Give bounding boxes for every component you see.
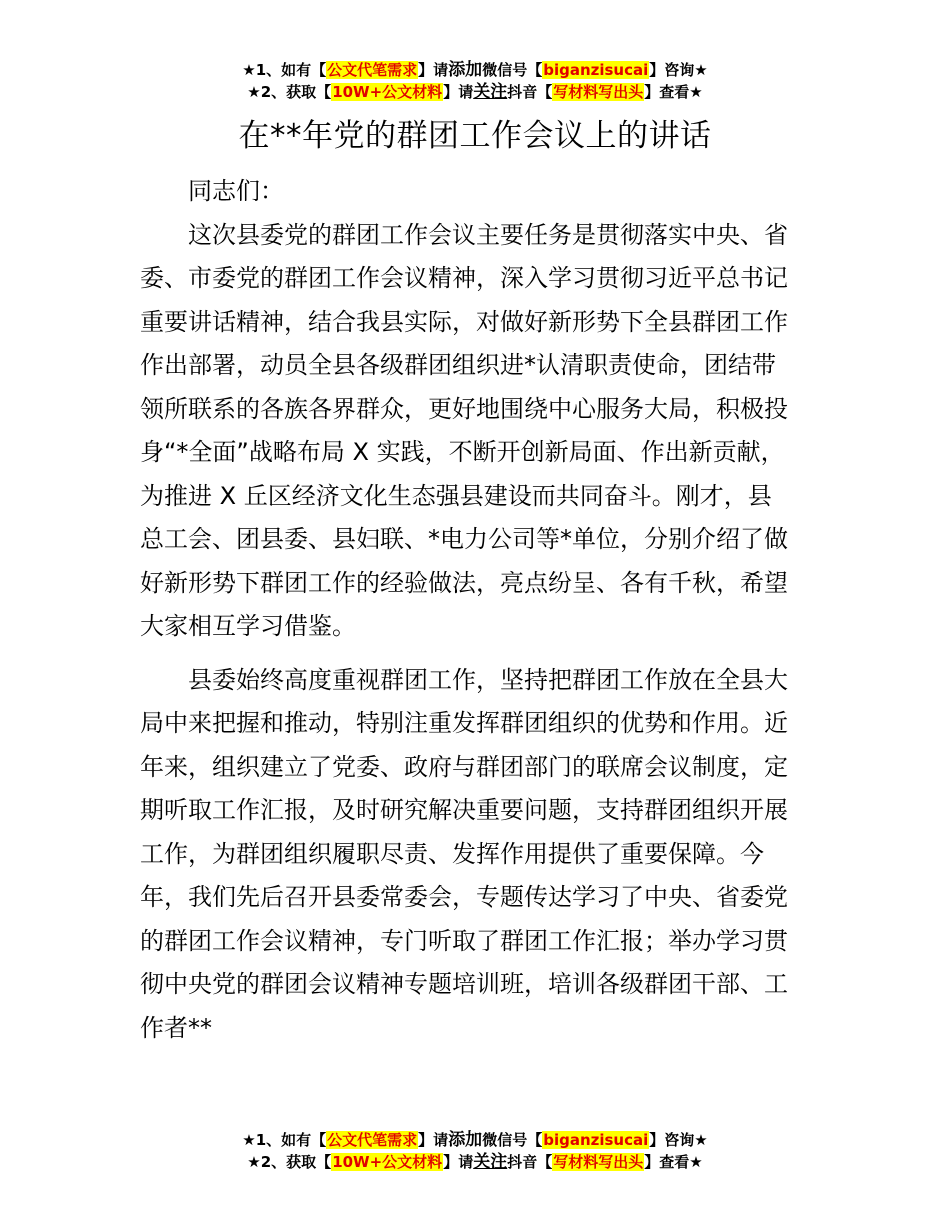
paragraph-spacer: [140, 649, 812, 659]
paragraph-line: 工作，为群团组织履职尽责、发挥作用提供了重要保障。今: [140, 839, 764, 868]
promo-text: 】查看★: [644, 83, 703, 101]
paragraph-line: 期听取工作汇报，及时研究解决重要问题，支持群团组织开展: [140, 796, 788, 824]
promo-emphasis: 添加: [448, 60, 483, 80]
promo-highlight: 写材料写出头: [553, 1153, 644, 1171]
promo-text: 微信号【: [482, 61, 543, 79]
promo-text: 】请: [443, 83, 474, 101]
promo-text: 】请: [443, 1153, 474, 1171]
paragraph-line: 作出部署，动员全县各级群团组织进*认清职责使命，团结带: [140, 351, 776, 379]
document-title: 在**年党的群团工作会议上的讲话: [238, 118, 712, 154]
promo-text: 】请: [418, 1131, 449, 1149]
paragraph-line: 县委始终高度重视群团工作，坚持把群团工作放在全县大: [188, 665, 788, 694]
paragraph-1: [140, 214, 812, 649]
promo-text: ★2、获取【: [247, 1153, 332, 1171]
paragraph-line: 总工会、团县委、县妇联、*电力公司等*单位，分别介绍了做: [140, 525, 788, 553]
paragraph-line: 年来，组织建立了党委、政府与群团部门的联席会议制度，定: [140, 752, 788, 781]
paragraph-line: 彻中央党的群团会议精神专题培训班，培训各级群团干部、工: [140, 970, 788, 998]
promo-text: 】咨询★: [649, 1131, 708, 1149]
promo-highlight: biganzisucai: [543, 61, 649, 79]
paragraph-line: 这次县委党的群团工作会议主要任务是贯彻落实中央、省: [188, 220, 788, 249]
promo-text: 抖音【: [507, 1153, 553, 1171]
paragraph-line: 身“*全面”战略布局 X 实践，不断开创新局面、作出新贡献，: [140, 438, 785, 466]
promo-emphasis: 添加: [448, 1130, 483, 1150]
promo-line-2: [0, 1151, 950, 1173]
document-body: [140, 170, 812, 1050]
paragraph-line: 大家相互学习借鉴。: [140, 612, 356, 640]
promo-text: 】咨询★: [649, 61, 708, 79]
promo-highlight: 10W+公文材料: [332, 1153, 443, 1171]
promo-emphasis: 关注: [473, 82, 508, 102]
promo-text: 】请: [418, 61, 449, 79]
promo-emphasis: 关注: [473, 1152, 508, 1172]
paragraph-line: 局中来把握和推动，特别注重发挥群团组织的优势和作用。近: [140, 709, 788, 737]
promo-line-2: [0, 81, 950, 103]
promo-text: 微信号【: [482, 1131, 543, 1149]
paragraph-line: 领所联系的各族各界群众，更好地围绕中心服务大局，积极投: [140, 394, 788, 423]
paragraph-line: 重要讲话精神，结合我县实际，对做好新形势下全县群团工作: [140, 307, 788, 336]
paragraph-line: 委、市委党的群团工作会议精神，深入学习贯彻习近平总书记: [140, 264, 788, 292]
promo-text: 】查看★: [644, 1153, 703, 1171]
promo-line-1: [0, 1129, 950, 1151]
promo-highlight: 10W+公文材料: [332, 83, 443, 101]
promo-text: ★2、获取【: [247, 83, 332, 101]
promo-line-1: [0, 59, 950, 81]
paragraph-line: 作者**: [140, 1013, 212, 1042]
paragraph-line: 好新形势下群团工作的经验做法，亮点纷呈、各有千秋，希望: [140, 568, 788, 597]
promo-highlight: 写材料写出头: [553, 83, 644, 101]
salutation: 同志们：: [188, 177, 284, 205]
paragraph-line: 为推进 X 丘区经济文化生态强县建设而共同奋斗。刚才，县: [140, 481, 772, 510]
promo-text: 抖音【: [507, 83, 553, 101]
promo-text: ★1、如有【: [242, 1131, 327, 1149]
paragraph-line: 年，我们先后召开县委常委会，专题传达学习了中央、省委党: [140, 883, 788, 911]
promo-banner-top: [0, 59, 950, 103]
promo-highlight: 公文代笔需求: [327, 1131, 418, 1149]
promo-text: ★1、如有【: [242, 61, 327, 79]
promo-highlight: biganzisucai: [543, 1131, 649, 1149]
promo-highlight: 公文代笔需求: [327, 61, 418, 79]
promo-banner-bottom: [0, 1129, 950, 1173]
paragraph-2: [140, 659, 812, 1051]
paragraph-line: 的群团工作会议精神，专门听取了群团工作汇报；举办学习贯: [140, 926, 788, 955]
